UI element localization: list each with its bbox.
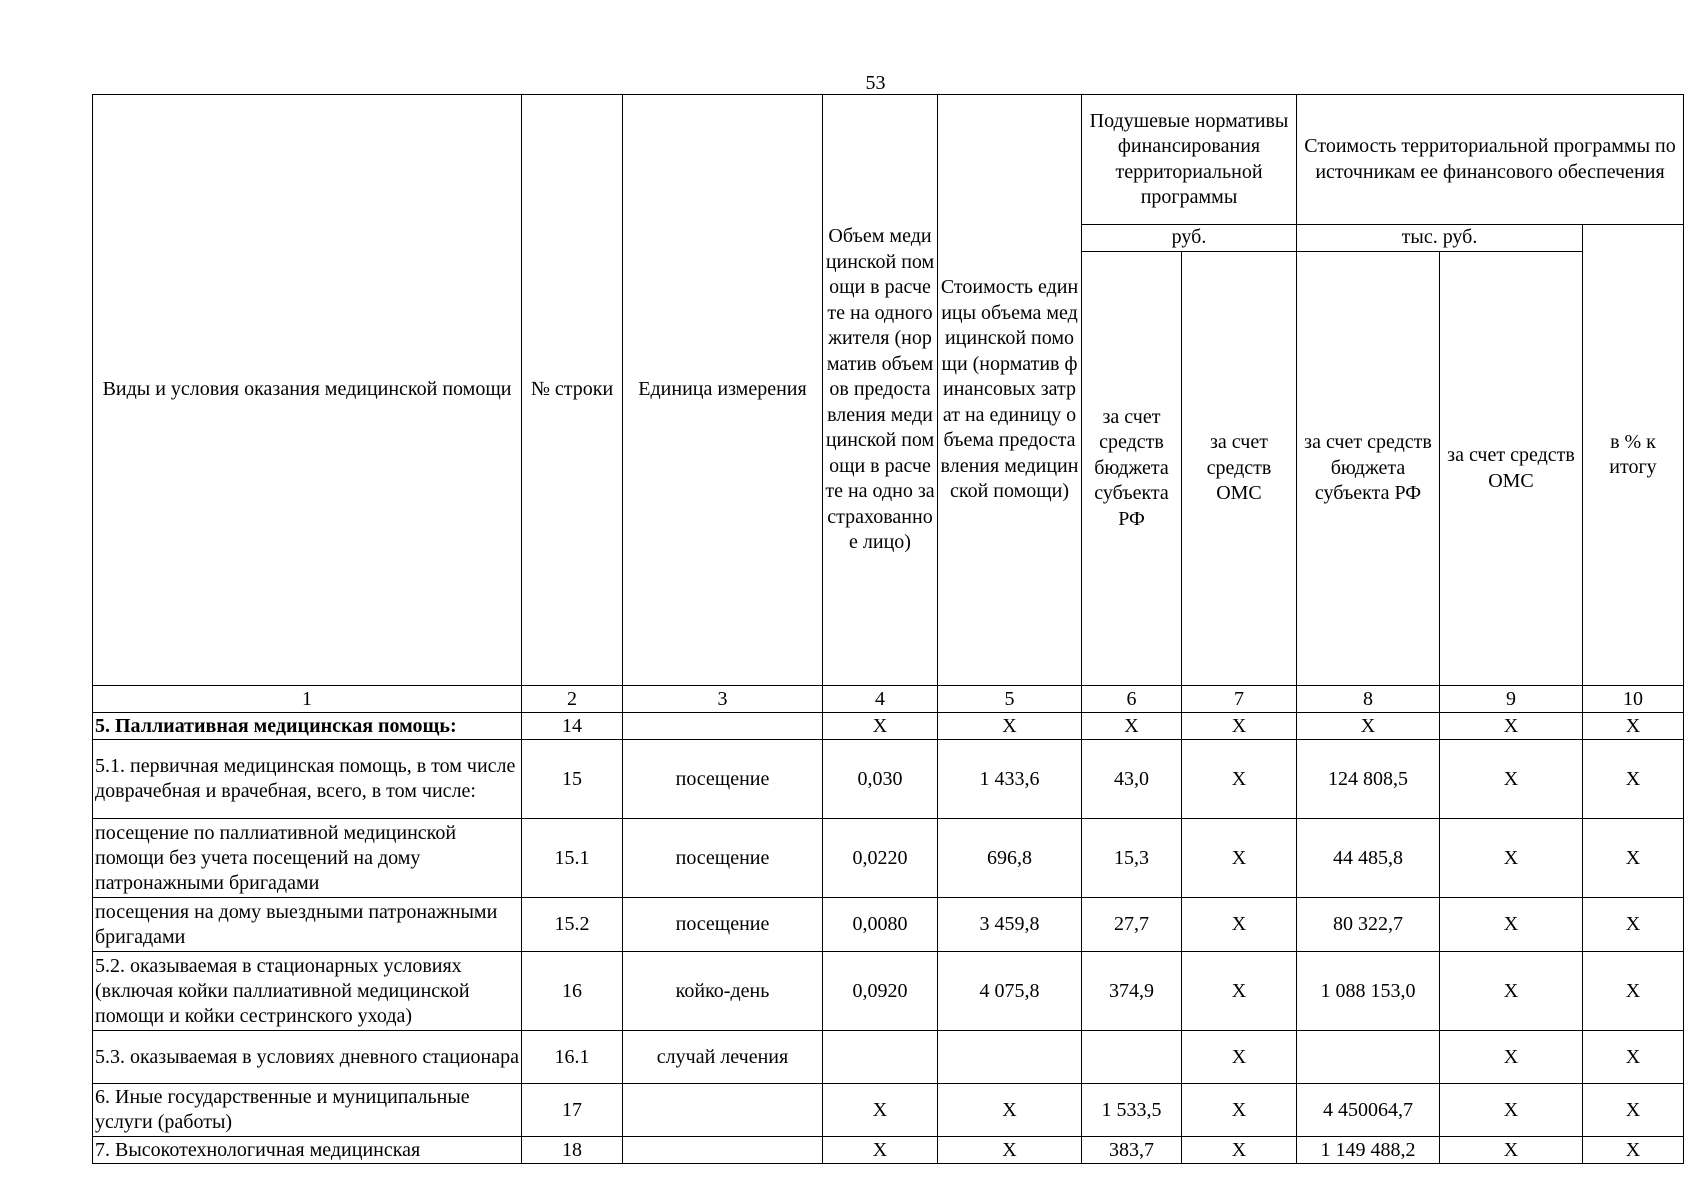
- row-unit-cost: Х: [938, 713, 1082, 740]
- row-per-capita-budget: Х: [1082, 713, 1182, 740]
- row-cost-budget: 80 322,7: [1297, 898, 1440, 952]
- row-cost-oms: Х: [1440, 952, 1583, 1031]
- row-cost-budget: 1 088 153,0: [1297, 952, 1440, 1031]
- table-row: [93, 740, 1684, 819]
- row-unit-cost: 1 433,6: [938, 740, 1082, 819]
- row-volume: Х: [823, 1084, 938, 1137]
- header-per-capita-group: Подушевые нормативы финансирования территориальной программы: [1082, 95, 1297, 225]
- table-row: [93, 898, 1684, 952]
- row-percent: Х: [1583, 952, 1684, 1031]
- row-name: посещения на дому выездными патронажными бригадами: [93, 898, 522, 952]
- row-unit: [623, 1137, 823, 1164]
- header-unit-rub: руб.: [1082, 225, 1297, 252]
- column-number: 2: [522, 686, 623, 713]
- row-unit: случай лечения: [623, 1031, 823, 1084]
- row-cost-budget: 1 149 488,2: [1297, 1137, 1440, 1164]
- row-name: 5. Паллиативная медицинская помощь:: [93, 713, 522, 740]
- row-line-number: 15.2: [522, 898, 623, 952]
- row-unit-cost: Х: [938, 1137, 1082, 1164]
- row-line-number: 15: [522, 740, 623, 819]
- row-name: посещение по паллиативной медицинской помощи без учета посещений на дому патронажными бригадами: [93, 819, 522, 898]
- header-line-number: № строки: [522, 95, 623, 686]
- table-row: [93, 1031, 1684, 1084]
- row-per-capita-budget: 1 533,5: [1082, 1084, 1182, 1137]
- column-number: 5: [938, 686, 1082, 713]
- header-per-capita-oms: за счет средств ОМС: [1182, 252, 1297, 686]
- row-cost-oms: Х: [1440, 819, 1583, 898]
- table-row: [93, 819, 1684, 898]
- row-per-capita-budget: 15,3: [1082, 819, 1182, 898]
- row-name: 5.1. первичная медицинская помощь, в том числе доврачебная и врачебная, всего, в том числе:: [93, 740, 522, 819]
- row-percent: Х: [1583, 1084, 1684, 1137]
- row-unit-cost: 3 459,8: [938, 898, 1082, 952]
- row-percent: Х: [1583, 1031, 1684, 1084]
- row-unit: койко-день: [623, 952, 823, 1031]
- row-per-capita-oms: Х: [1182, 1031, 1297, 1084]
- row-percent: Х: [1583, 713, 1684, 740]
- row-name: 6. Иные государственные и муниципальные услуги (работы): [93, 1084, 522, 1137]
- row-per-capita-oms: Х: [1182, 1084, 1297, 1137]
- header-cost-group: Стоимость территориальной программы по источникам ее финансового обеспечения: [1297, 95, 1684, 225]
- header-unit-thousand-rub: тыс. руб.: [1297, 225, 1583, 252]
- row-percent: Х: [1583, 898, 1684, 952]
- header-volume: Объем медицинской помощи в расчете на одного жителя (норматив объемов предоставления медицинской помощи в расчете на одно застрахованное лицо): [823, 95, 938, 686]
- row-cost-budget: 4 450064,7: [1297, 1084, 1440, 1137]
- column-number: 6: [1082, 686, 1182, 713]
- row-volume: Х: [823, 1137, 938, 1164]
- row-per-capita-budget: 374,9: [1082, 952, 1182, 1031]
- row-per-capita-budget: 43,0: [1082, 740, 1182, 819]
- row-line-number: 14: [522, 713, 623, 740]
- row-cost-budget: 124 808,5: [1297, 740, 1440, 819]
- row-per-capita-budget: 27,7: [1082, 898, 1182, 952]
- row-line-number: 16: [522, 952, 623, 1031]
- row-name: 5.2. оказываемая в стационарных условиях (включая койки паллиативной медицинской помощи и койки сестринского ухода): [93, 952, 522, 1031]
- column-number: 7: [1182, 686, 1297, 713]
- row-per-capita-oms: Х: [1182, 952, 1297, 1031]
- row-per-capita-budget: [1082, 1031, 1182, 1084]
- row-line-number: 16.1: [522, 1031, 623, 1084]
- row-unit: посещение: [623, 740, 823, 819]
- row-per-capita-oms: Х: [1182, 713, 1297, 740]
- row-per-capita-oms: Х: [1182, 819, 1297, 898]
- row-cost-budget: 44 485,8: [1297, 819, 1440, 898]
- row-volume: 0,0920: [823, 952, 938, 1031]
- row-unit-cost: Х: [938, 1084, 1082, 1137]
- row-percent: Х: [1583, 819, 1684, 898]
- financing-table: [92, 94, 1684, 1164]
- column-number: 1: [93, 686, 522, 713]
- row-volume: Х: [823, 713, 938, 740]
- row-unit: [623, 713, 823, 740]
- row-volume: 0,030: [823, 740, 938, 819]
- row-percent: Х: [1583, 1137, 1684, 1164]
- column-number: 8: [1297, 686, 1440, 713]
- row-cost-budget: Х: [1297, 713, 1440, 740]
- row-cost-budget: [1297, 1031, 1440, 1084]
- row-per-capita-oms: Х: [1182, 898, 1297, 952]
- row-volume: 0,0220: [823, 819, 938, 898]
- row-cost-oms: Х: [1440, 1084, 1583, 1137]
- header-unit-cost: Стоимость единицы объема медицинской помощи (норматив финансовых затрат на единицу объема предоставления медицинской помощи): [938, 95, 1082, 686]
- header-percent-of-total: в % к итогу: [1583, 225, 1684, 686]
- header-cost-oms: за счет средств ОМС: [1440, 252, 1583, 686]
- row-unit: [623, 1084, 823, 1137]
- row-unit-cost: [938, 1031, 1082, 1084]
- table-row: [93, 713, 1684, 740]
- table-row: [93, 952, 1684, 1031]
- row-cost-oms: Х: [1440, 1031, 1583, 1084]
- row-name: 7. Высокотехнологичная медицинская: [93, 1137, 522, 1164]
- header-unit: Единица измерения: [623, 95, 823, 686]
- header-per-capita-budget: за счет средств бюджета субъекта РФ: [1082, 252, 1182, 686]
- table-row: [93, 1084, 1684, 1137]
- table-row: [93, 1137, 1684, 1164]
- row-unit: посещение: [623, 898, 823, 952]
- row-per-capita-oms: Х: [1182, 1137, 1297, 1164]
- row-name: 5.3. оказываемая в условиях дневного стационара: [93, 1031, 522, 1084]
- row-line-number: 15.1: [522, 819, 623, 898]
- row-line-number: 18: [522, 1137, 623, 1164]
- column-number: 9: [1440, 686, 1583, 713]
- column-number: 10: [1583, 686, 1684, 713]
- row-percent: Х: [1583, 740, 1684, 819]
- page-number: 53: [865, 72, 886, 94]
- row-cost-oms: Х: [1440, 740, 1583, 819]
- row-volume: [823, 1031, 938, 1084]
- row-per-capita-oms: Х: [1182, 740, 1297, 819]
- row-volume: 0,0080: [823, 898, 938, 952]
- header-cost-budget: за счет средств бюджета субъекта РФ: [1297, 252, 1440, 686]
- column-number: 4: [823, 686, 938, 713]
- row-line-number: 17: [522, 1084, 623, 1137]
- row-cost-oms: Х: [1440, 713, 1583, 740]
- column-number-row: [93, 686, 1684, 713]
- row-per-capita-budget: 383,7: [1082, 1137, 1182, 1164]
- row-unit: посещение: [623, 819, 823, 898]
- row-unit-cost: 4 075,8: [938, 952, 1082, 1031]
- row-cost-oms: Х: [1440, 898, 1583, 952]
- row-cost-oms: Х: [1440, 1137, 1583, 1164]
- row-unit-cost: 696,8: [938, 819, 1082, 898]
- column-number: 3: [623, 686, 823, 713]
- header-kinds-conditions: Виды и условия оказания медицинской помощи: [93, 95, 522, 686]
